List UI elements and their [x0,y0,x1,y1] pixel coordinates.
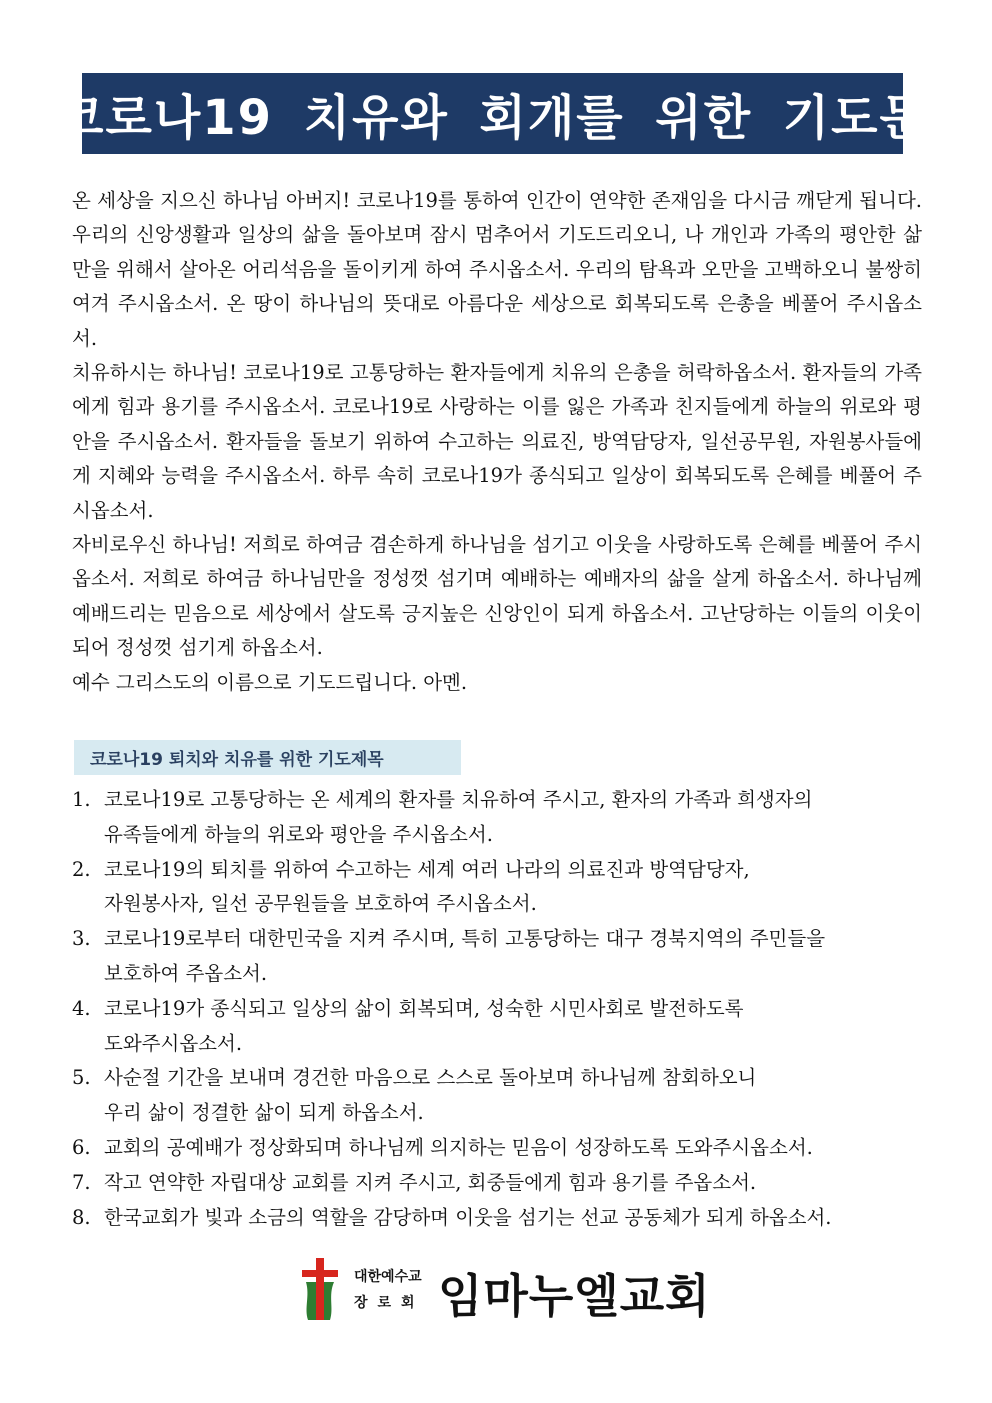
list-item [72,853,924,923]
prayer-topics-list [72,783,924,1235]
item-line: 한국교회가 빛과 소금의 역할을 감당하며 이웃을 섬기는 선교 공동체가 되게 하옵소서. [104,1205,832,1229]
cross-icon [296,1256,344,1322]
item-number: 7. [72,1170,91,1194]
item-line: 유족들에게 하늘의 위로와 평안을 주시옵소서. [104,822,493,846]
item-line: 교회의 공예배가 정상화되며 하나님께 의지하는 믿음이 성장하도록 도와주시옵소서. [104,1135,813,1159]
list-item [72,1166,924,1201]
list-item [72,922,924,992]
item-line: 코로나19로부터 대한민국을 지켜 주시며, 특히 고통당하는 대구 경북지역의 주민들을 [104,927,826,951]
denomination-label: 대한예수교 [354,1269,422,1285]
prayer-paragraph: 치유하시는 하나님! 코로나19로 고통당하는 환자들에게 치유의 은총을 허락하옵소서. 환자들의 가족에게 힘과 용기를 주시옵소서. 코로나19로 사랑하는 이를 잃은 가족과 친지들에게 하늘의 위로와 평안을 주시옵소서. 환자들을 돌보기 위하여 수고하는 의료진, 방역담당자, 일선공무원, 자원봉사들에게 지혜와 능력을 주시옵소서. 하루 속히 코로나19가 종식되고 일상이 회복되도록 은혜를 베풀어 주시옵소서. [72,361,922,522]
item-line: 코로나19의 퇴치를 위하여 수고하는 세계 여러 나라의 의료진과 방역담당자, [104,857,750,881]
item-number: 2. [72,857,91,881]
prayer-topics-heading [74,740,461,775]
item-number: 6. [72,1135,91,1159]
item-line: 보호하여 주옵소서. [104,961,268,985]
item-line: 코로나19로 고통당하는 온 세계의 환자를 치유하여 주시고, 환자의 가족과 희생자의 [104,788,813,811]
item-line: 코로나19가 종식되고 일상의 삶이 회복되며, 성숙한 시민사회로 발전하도록 [104,996,744,1020]
item-line: 자원봉사자, 일선 공무원들을 보호하여 주시옵소서. [104,892,537,916]
church-logo [296,1256,711,1326]
item-number: 4. [72,996,91,1020]
item-number: 3. [72,927,91,951]
church-name: 임마누엘교회 [438,1269,711,1323]
page-title: 코로나19 치유와 회개를 위한 기도문 [57,90,928,146]
item-line: 도와주시옵소서. [104,1031,243,1055]
list-item [72,1131,924,1166]
list-item [72,992,924,1062]
prayer-paragraph: 예수 그리스도의 이름으로 기도드립니다. 아멘. [72,670,468,694]
item-number: 1. [72,788,91,811]
item-line: 사순절 기간을 보내며 경건한 마음으로 스스로 돌아보며 하나님께 참회하오니 [104,1066,757,1090]
item-number: 5. [72,1066,91,1090]
prayer-paragraph: 자비로우신 하나님! 저희로 하여금 겸손하게 하나님을 섬기고 이웃을 사랑하도록 은혜를 베풀어 주시옵소서. 저희로 하여금 하나님만을 정성껏 섬기며 예배하는 예배자의 삶을 살게 하옵소서. 하나님께 예배드리는 믿음으로 세상에서 살도록 긍지높은 신앙인이 되게 하옵소서. 고난당하는 이들의 이웃이 되어 정성껏 섬기게 하옵소서. [72,533,922,660]
list-item [72,1061,924,1131]
list-item [72,1201,924,1236]
item-line: 우리 삶이 정결한 삶이 되게 하옵소서. [104,1101,424,1125]
prayer-body [72,184,922,700]
title-banner [57,73,928,154]
assembly-label: 장로회 [354,1295,425,1311]
prayer-paragraph: 온 세상을 지으신 하나님 아버지! 코로나19를 통하여 인간이 연약한 존재임을 다시금 깨닫게 됩니다. 우리의 신앙생활과 일상의 삶을 돌아보며 잠시 멈추어서 기도드리오니, 나 개인과 가족의 평안한 삶만을 위해서 살아온 어리석음을 돌이키게 하여 주시옵소서. 우리의 탐욕과 오만을 고백하오니 불쌍히 여겨 주시옵소서. 온 땅이 하나님의 뜻대로 아름다운 세상으로 회복되도록 은총을 베풀어 주시옵소서. [72,189,922,350]
item-line: 작고 연약한 자립대상 교회를 지켜 주시고, 회중들에게 힘과 용기를 주옵소서. [104,1170,757,1194]
item-number: 8. [72,1205,91,1229]
section-heading: 코로나19 퇴치와 치유를 위한 기도제목 [90,750,384,770]
list-item [72,783,924,853]
